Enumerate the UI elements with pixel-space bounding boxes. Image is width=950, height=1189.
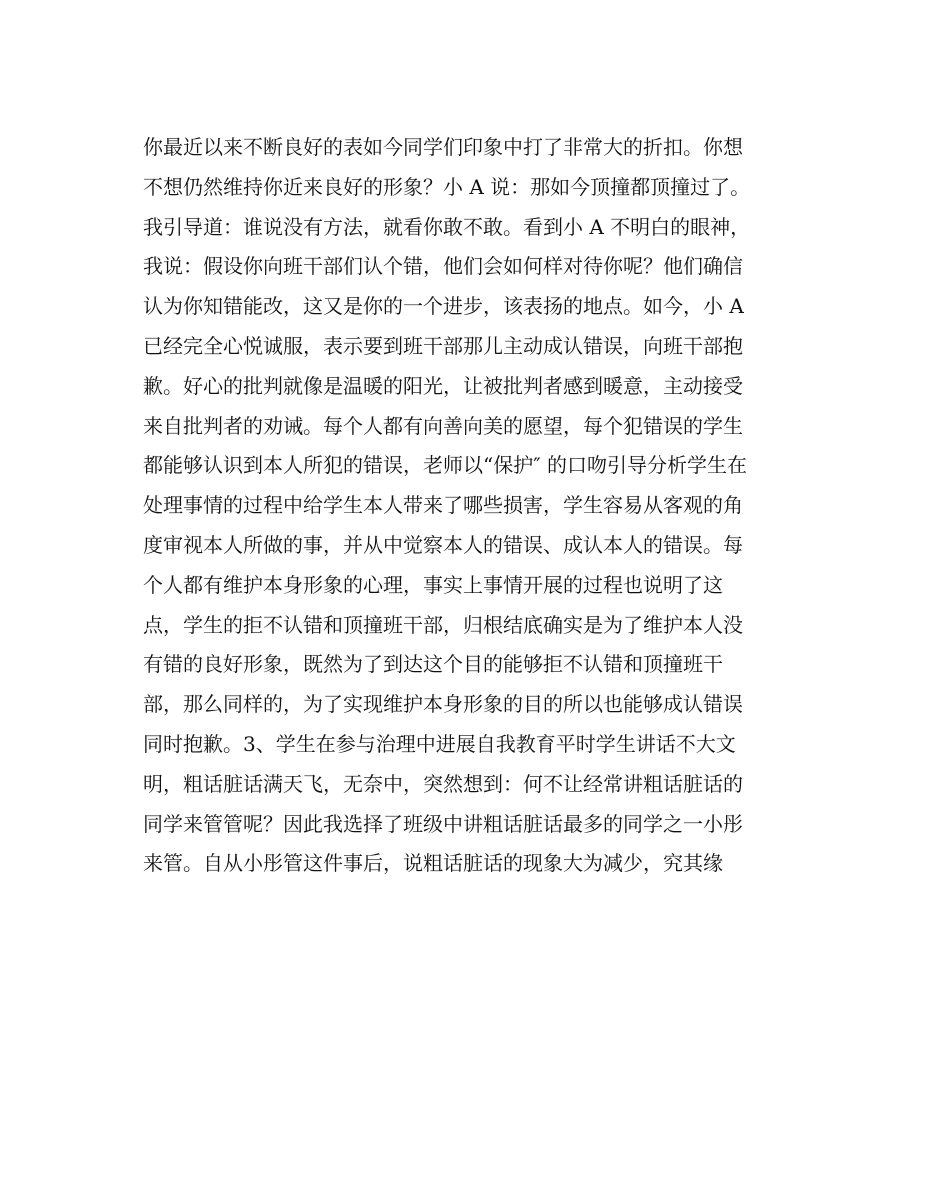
text-line: 有错的良好形象，既然为了到达这个目的能够拒不认错和顶撞班干 [143,652,723,677]
body-text [143,128,808,884]
text-line: 度审视本人所做的事，并从中觉察本人的错误、成认本人的错误。每 [143,532,743,557]
text-line: 点，学生的拒不认错和顶撞班干部，归根结底确实是为了维护本人没 [143,612,743,637]
text-line: 认为你知错能改，这又是你的一个进步，该表扬的地点。如今，小 A [143,294,744,319]
text-line: 来管。自从小彤管这件事后，说粗话脏话的现象大为减少，究其缘 [143,851,723,876]
text-line: 歉。好心的批判就像是温暖的阳光，让被批判者感到暖意，主动接受 [143,373,743,398]
text-line: 不想仍然维持你近来良好的形象？小 A 说：那如今顶撞都顶撞过了。 [143,174,751,199]
text-line: 你最近以来不断良好的表如今同学们印象中打了非常大的折扣。你想 [143,135,743,159]
text-line: 都能够认识到本人所犯的错误，老师以“保护″ 的口吻引导分析学生在 [143,453,748,478]
text-line: 处理事情的过程中给学生本人带来了哪些损害，学生容易从客观的角 [143,493,743,518]
text-line: 部，那么同样的，为了实现维护本身形象的目的所以也能够成认错误 [143,692,743,717]
text-line: 已经完全心悦诚服，表示要到班干部那儿主动成认错误，向班干部抱 [143,333,743,358]
text-line: 我引导道：谁说没有方法，就看你敢不敢。看到小 A 不明白的眼神， [143,214,751,239]
text-line: 个人都有维护本身形象的心理，事实上事情开展的过程也说明了这 [143,572,723,597]
text-line: 同时抱歉。3、学生在参与治理中进展自我教育平时学生讲话不大文 [143,731,736,756]
text-line: 我说：假设你向班干部们认个错，他们会如何样对待你呢？他们确信 [143,254,743,279]
text-line: 来自批判者的劝诫。每个人都有向善向美的愿望，每个犯错误的学生 [143,413,743,438]
text-line: 明，粗话脏话满天飞，无奈中，突然想到：何不让经常讲粗话脏话的 [143,771,743,796]
text-line: 同学来管管呢？因此我选择了班级中讲粗话脏话最多的同学之一小彤 [143,811,743,836]
